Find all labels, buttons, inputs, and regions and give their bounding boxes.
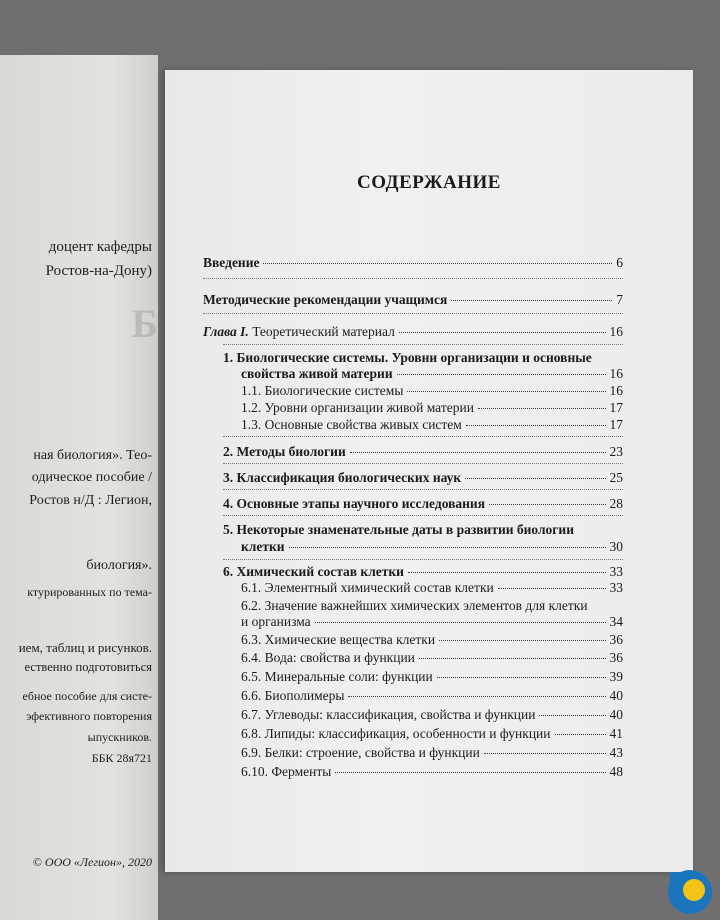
toc-dot-leader	[289, 547, 606, 548]
toc-dot-leader	[397, 374, 606, 375]
toc-entry-chapter-1	[203, 324, 623, 340]
toc-entry-label: 1.1. Биологические системы	[241, 383, 404, 398]
toc-entry-page: 48	[609, 764, 623, 779]
toc-dot-leader	[399, 332, 606, 333]
toc-entry-page: 30	[609, 539, 623, 554]
toc-entry-page: 40	[609, 688, 623, 703]
toc-entry-page: 33	[609, 564, 623, 579]
toc-dot-leader	[437, 677, 606, 678]
toc-entry-page: 34	[609, 614, 623, 629]
toc-entry-recommendations	[203, 292, 623, 308]
left-page	[0, 55, 158, 920]
toc-entry-6-2	[241, 614, 623, 630]
left-page-line: ием, таблиц и рисунков.	[18, 640, 152, 655]
toc-dot-leader	[335, 772, 605, 773]
toc-entry-1-3	[241, 417, 623, 433]
toc-entry-research-stages	[223, 496, 623, 512]
toc-entry-label: 6.10. Ферменты	[241, 764, 332, 779]
toc-entry-label: 6.7. Углеводы: классификация, свойства и функции	[241, 707, 536, 722]
left-page-line: ебное пособие для систе-	[22, 689, 152, 703]
toc-entry-1-1	[241, 383, 623, 399]
toc-entry-chemical	[223, 564, 623, 580]
left-page-ghost-letters: Б	[131, 301, 158, 346]
toc-entry-page: 16	[609, 324, 623, 339]
toc-separator	[223, 344, 623, 345]
toc-entry-page: 17	[609, 417, 623, 432]
right-page	[165, 70, 693, 872]
left-page-line: ктурированных по тема-	[27, 585, 152, 599]
toc-entry-label: Методические рекомендации учащимся	[203, 292, 448, 307]
left-page-line: Ростов-на-Дону)	[45, 263, 152, 279]
toc-dot-leader	[465, 478, 605, 479]
left-page-line: эфективного повторения	[26, 709, 152, 723]
toc-entry-page: 16	[609, 366, 623, 381]
toc-entry-1-2	[241, 400, 623, 416]
toc-separator	[223, 463, 623, 464]
toc-dot-leader	[478, 408, 606, 409]
toc-entry-classification	[223, 470, 623, 486]
toc-entry-page: 39	[609, 669, 623, 684]
left-page-line: биология».	[86, 558, 152, 573]
toc-entry-6-6	[241, 688, 623, 704]
toc-entry-label	[203, 324, 395, 340]
left-page-line: одическое пособие /	[31, 470, 152, 485]
toc-entry-6-9	[241, 745, 623, 761]
left-page-line: ественно подготовиться	[24, 660, 152, 674]
toc-entry-label: 6.9. Белки: строение, свойства и функции	[241, 745, 480, 760]
toc-entry-label: 1.3. Основные свойства живых систем	[241, 417, 462, 432]
toc-entry-intro	[203, 255, 623, 271]
toc-separator	[203, 313, 623, 314]
toc-entry-label: свойства живой материи	[241, 366, 393, 381]
toc-entry-label: 6.6. Биополимеры	[241, 688, 345, 703]
toc-entry-label: 6. Химический состав клетки	[223, 564, 404, 579]
toc-entry-6-5	[241, 669, 623, 685]
toc-entry-label: 6.3. Химические вещества клетки	[241, 632, 436, 647]
toc-dot-leader	[350, 452, 606, 453]
toc-separator	[223, 559, 623, 560]
toc-entry-page: 25	[609, 470, 623, 485]
left-page-copyright: © ООО «Легион», 2020	[32, 855, 152, 869]
toc-entry-label: Введение	[203, 255, 260, 270]
toc-chapter-title: Теоретический материал	[248, 324, 395, 339]
toc-entry-6-4	[241, 650, 623, 666]
toc-entry-label: 4. Основные этапы научного исследования	[223, 496, 486, 511]
toc-separator	[223, 515, 623, 516]
toc-entry-6-8	[241, 726, 623, 742]
toc-entry-page: 17	[609, 400, 623, 415]
toc-entry-label-line1: 5. Некоторые знаменательные даты в развитии биологии	[223, 522, 574, 537]
toc-entry-6-10	[241, 764, 623, 780]
toc-entry-label: 6.5. Минеральные соли: функции	[241, 669, 433, 684]
toc-entry-methods	[223, 444, 623, 460]
left-page-line: Ростов н/Д : Легион,	[29, 493, 152, 508]
toc-entry-6-1	[241, 580, 623, 596]
toc-entry-label-line1: 1. Биологические системы. Уровни организации и основные	[223, 350, 592, 365]
toc-entry-label: 6.8. Липиды: классификация, особенности и функции	[241, 726, 551, 741]
toc-entry-page: 43	[609, 745, 623, 760]
toc-separator	[223, 436, 623, 437]
left-page-line: доцент кафедры	[48, 239, 152, 255]
toc-dot-leader	[451, 300, 612, 301]
toc-dot-leader	[539, 715, 605, 716]
toc-dot-leader	[555, 734, 606, 735]
toc-dot-leader	[407, 391, 605, 392]
toc-entry-page: 33	[609, 580, 623, 595]
toc-entry-page: 7	[616, 292, 623, 307]
toc-dot-leader	[489, 504, 605, 505]
toc-entry-page: 28	[609, 496, 623, 511]
toc-chapter-prefix: Глава I.	[203, 324, 249, 339]
toc-entry-label-line1: 6.2. Значение важнейших химических элементов для клетки	[241, 598, 588, 613]
toc-entry-page: 23	[609, 444, 623, 459]
toc-entry-label: 1.2. Уровни организации живой материи	[241, 400, 474, 415]
toc-entry-page: 36	[609, 632, 623, 647]
toc-entry-bio-systems	[241, 366, 623, 382]
toc-dot-leader	[498, 588, 606, 589]
toc-entry-6-7	[241, 707, 623, 723]
toc-dot-leader	[263, 263, 612, 264]
toc-dot-leader	[466, 425, 606, 426]
toc-entry-label: клетки	[241, 539, 285, 554]
toc-dot-leader	[484, 753, 606, 754]
toc-dot-leader	[408, 572, 606, 573]
left-page-line: ББК 28я721	[91, 751, 152, 765]
toc-dot-leader	[439, 640, 605, 641]
toc-entry-dates	[241, 539, 623, 555]
page-title: СОДЕРЖАНИЕ	[357, 172, 501, 193]
toc-list	[203, 70, 623, 872]
toc-entry-label: 6.4. Вода: свойства и функции	[241, 650, 415, 665]
toc-entry-label: 3. Классификация биологических наук	[223, 470, 462, 485]
watermark-logo-icon	[664, 866, 714, 916]
toc-entry-page: 6	[616, 255, 623, 270]
left-page-line: ыпускников.	[87, 730, 152, 744]
toc-dot-leader	[348, 696, 605, 697]
toc-entry-label: 6.1. Элементный химический состав клетки	[241, 580, 494, 595]
toc-entry-page: 36	[609, 650, 623, 665]
toc-entry-page: 16	[609, 383, 623, 398]
toc-separator	[223, 489, 623, 490]
toc-entry-label: и организма	[241, 614, 311, 629]
toc-entry-label: 2. Методы биологии	[223, 444, 346, 459]
toc-entry-page: 40	[609, 707, 623, 722]
toc-dot-leader	[419, 658, 606, 659]
toc-dot-leader	[315, 622, 606, 623]
toc-separator	[203, 278, 623, 279]
toc-entry-6-3	[241, 632, 623, 648]
left-page-line: ная биология». Тео-	[33, 448, 152, 463]
toc-entry-page: 41	[609, 726, 623, 741]
